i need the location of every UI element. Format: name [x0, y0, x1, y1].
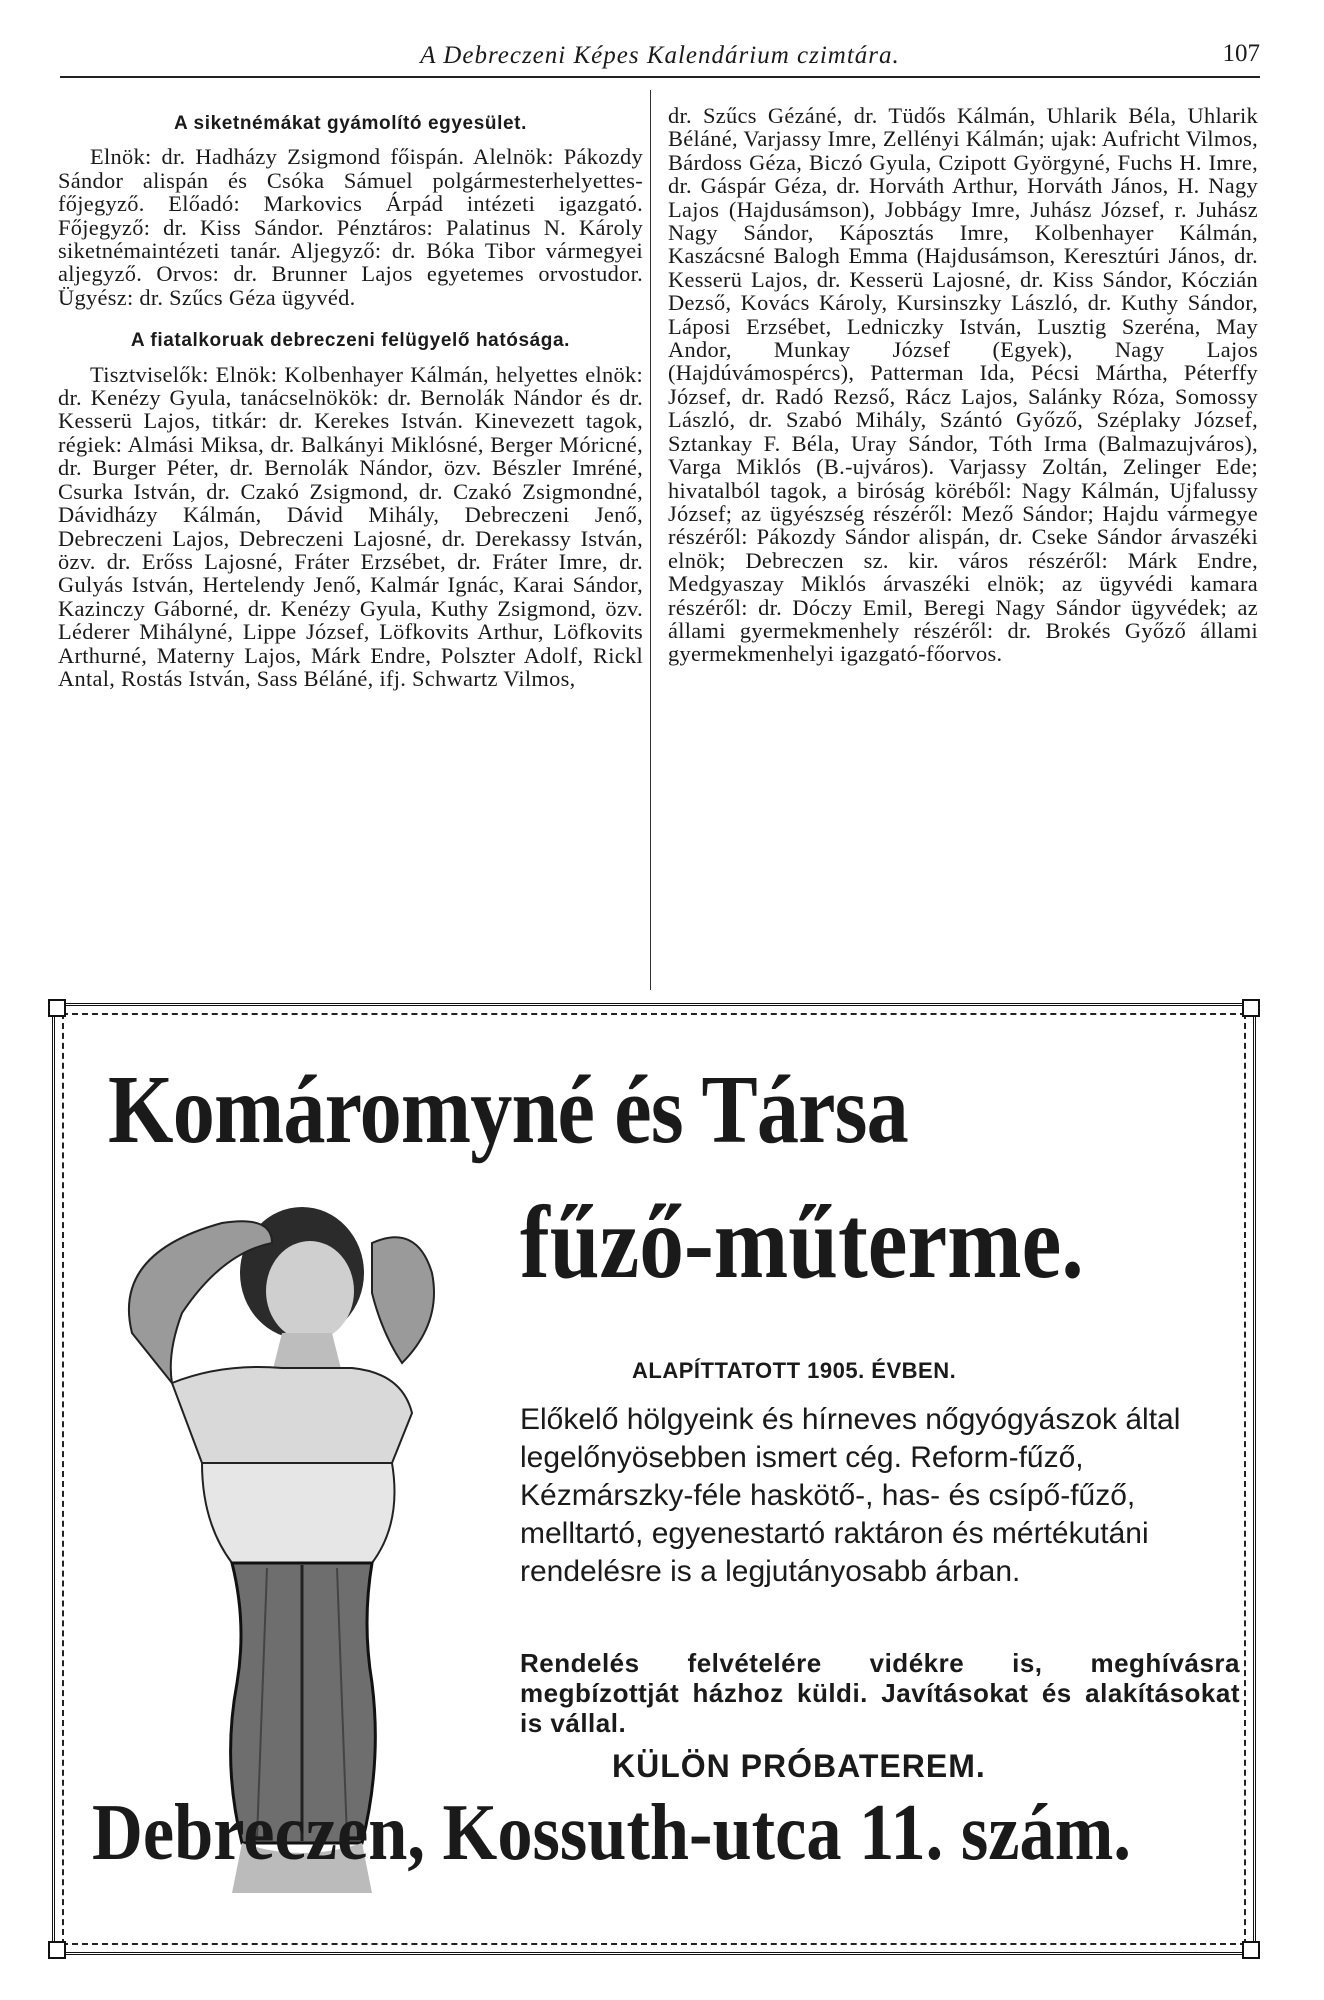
ad-service-notice: Rendelés felvételére vidékre is, meghívásra megbízottját házhoz küldi. Javításokat és alakításokat is vállal. — [520, 1648, 1240, 1738]
corner-ornament — [48, 1941, 66, 1959]
right-column-text: dr. Szűcs Gézáné, dr. Tüdős Kálmán, Uhlarik Béla, Uhlarik Béláné, Varjassy Imre, Zellényi Kálmán; ujak: Aufricht Vilmos, Bárdoss Géza, Biczó Gyula, Czipott Györgyné, Fuchs H. Imre, dr. Gáspár Géza, dr. Horváth Arthur, Horváth János, H. Nagy Lajos (Hajdusámson), Jobbágy Imre, Juhász József, r. Juhász Nagy Sándor, Káposztás Imre, Kolbenhayer Kálmán, Kaszácsné Balogh Emma (Hajdusámson, Keresztúri János, dr. Kesserü Lajos, dr. Kesserü Lajosné, dr. Kiss Sándor, Kóczián Dezső, Kovács Károly, Kursinszky László, dr. Kuthy Sándor, Láposi Erzsébet, Ledniczky István, Lusztig Szeréna, May Andor, Munkay József (Egyek), Nagy Lajos (Hajdúvámospércs), Patterman Ida, Pécsi Mártha, Péterffy József, dr. Radó Rezső, Rácz Lajos, Salánky Róza, Somossy László, dr. Szabó Mihály, Szántó Győző, Széplaky József, Sztankay F. Béla, Uray Sándor, Tóth Irma (Balmazujváros), Varga Miklós (B.-ujváros). Varjassy Zoltán, Zelinger Ede; hivatalból tagok, a biróság köréből: Nagy Kálmán, Ujfalussy József; az ügyészség részéről: Mező Sándor; Hajdu vármegye részéről: Pákozdy Sándor alispán, dr. Cseke Sándor árvaszéki elnök; Debreczen sz. kir. város részéről: Márk Endre, Medgyaszay Miklós árvaszéki elnök; az ügyvédi kamara részéről: dr. Dóczy Emil, Beregi Nagy Sándor ügyvédek; az állami gyermekmenhely részéről: dr. Brokés Győző állami gyermekmenhelyi igazgató-főorvos. — [668, 104, 1258, 667]
page-number: 107 — [1222, 40, 1260, 67]
running-title: A Debreczeni Képes Kalendárium czimtára. — [420, 42, 900, 69]
corner-ornament — [1242, 1941, 1260, 1959]
section-title-deaf-association: A siketnémákat gyámolító egyesület. — [174, 113, 527, 134]
left-column — [58, 104, 643, 982]
ad-business-type: fűző-műterme. — [520, 1185, 1084, 1300]
ad-description: Előkelő hölgyeink és hírneves nőgyógyászok által legelőnyösebben ismert cég. Reform-fűző, Kézmárszky-féle haskötő-, has- és csípő-fűző, melltartó, egyenestartó raktáron és mértékutáni rendelésre is a legjutányosabb árban. — [520, 1403, 1181, 1588]
section-title-juvenile-authority: A fiatalkoruak debreczeni felügyelő hatósága. — [130, 330, 571, 352]
header-rule — [60, 76, 1260, 78]
ad-address: Debreczen, Kossuth-utca 11. szám. — [92, 1789, 1131, 1877]
section-text-deaf-association: Elnök: dr. Hadházy Zsigmond főispán. Alelnök: Pákozdy Sándor alispán és Csóka Sámuel polgármesterhelyettes-főjegyző. Előadó: Markovics Árpád intézeti igazgató. Főjegyző: dr. Kiss Sándor. Pénztáros: Palatinus N. Károly siketnémaintézeti tanár. Aljegyző: dr. Bóka Tibor vármegyei aljegyző. Orvos: dr. Brunner Lajos egyetemes orvostudor. Ügyész: dr. Szűcs Géza ügyvéd. — [58, 144, 643, 310]
corner-ornament — [1242, 999, 1260, 1017]
page-header — [60, 36, 1260, 76]
ad-fitting-room: KÜLÖN PRÓBATEREM. — [612, 1748, 986, 1784]
ad-company-name: Komáromyné és Társa — [108, 1056, 908, 1164]
column-divider — [650, 90, 651, 990]
section-text-juvenile-authority: Tisztviselők: Elnök: Kolbenhayer Kálmán, helyettes elnök: dr. Kenézy Gyula, tanácselnökök: dr. Bernolák Nándor és dr. Kesserü Lajos, titkár: dr. Kerekes István. Kinevezett tagok, régiek: Almási Miksa, dr. Balkányi Miklósné, Berger Móricné, dr. Burger Péter, dr. Bernolák Nándor, özv. Bészler Imréné, Csurka István, dr. Czakó Zsigmond, dr. Czakó Zsigmondné, Dávidházy Kálmán, Dávid Mihály, Debreczeni Jenő, Debreczeni Lajos, Debreczeni Lajosné, dr. Derekassy István, özv. dr. Erőss Lajosné, Fráter Erzsébet, dr. Fráter Imre, dr. Gulyás István, Hertelendy Jenő, Kalmár Ignác, Karai Sándor, Kazinczy Gáborné, dr. Kenézy Gyula, Kuthy Zsigmond, özv. Léderer Mihályné, Lippe József, Löfkovits Arthur, Löfkovits Arthurné, Materny Lajos, Márk Endre, Polszter Adolf, Rickl Antal, Rostás István, Sass Béláné, ifj. Schwartz Vilmos, — [58, 361, 643, 691]
advertisement — [52, 1003, 1256, 1955]
ad-founded-line: ALAPÍTTATOTT 1905. ÉVBEN. — [632, 1358, 957, 1383]
corner-ornament — [48, 999, 66, 1017]
right-column — [668, 104, 1258, 982]
